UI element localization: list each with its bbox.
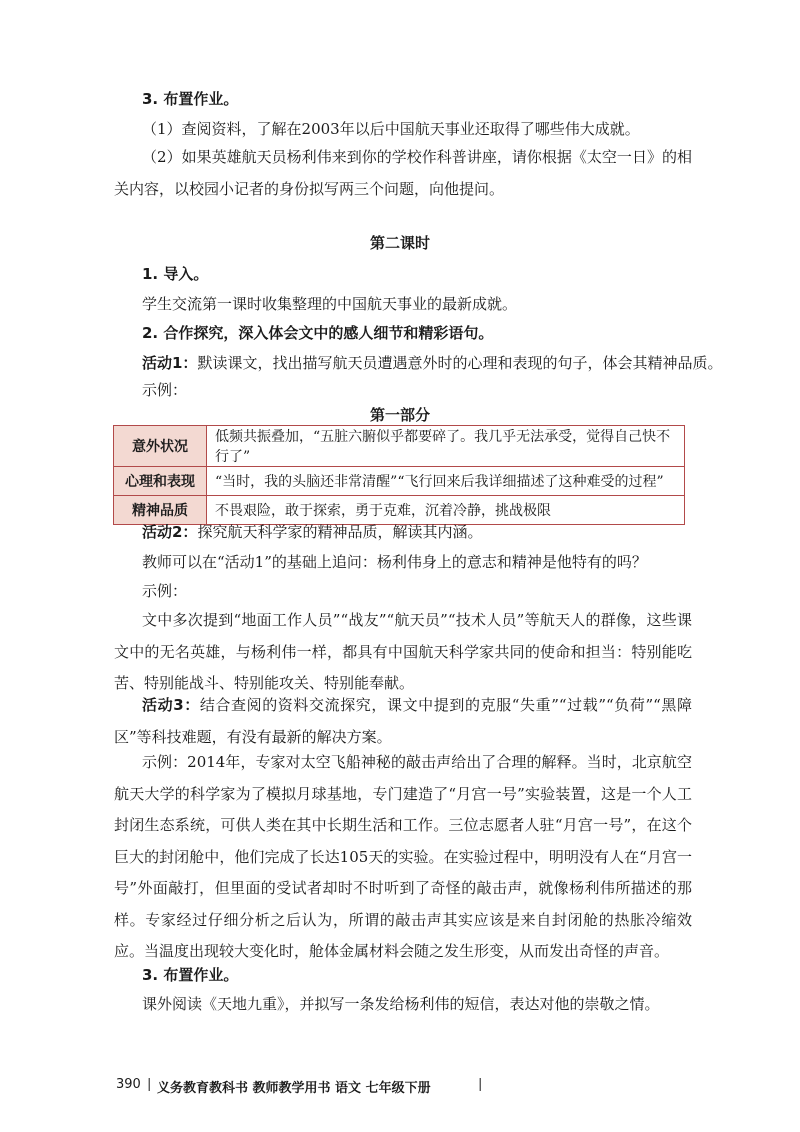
- table-row: [114, 426, 685, 467]
- activity-2-example: 文中多次提到“地面工作人员”“战友”“航天员”“技术人员”等航天人的群像，这些课文中的无名英雄，与杨利伟一样，都具有中国航天科学家共同的使命和担当：特别能吃苦、特别能战斗、特别能攻关、特别能奉献。: [114, 611, 692, 692]
- table-row: [114, 467, 685, 496]
- section-heading-intro: 1. 导入。: [142, 265, 209, 283]
- activity-3-label: 活动3：: [142, 696, 200, 714]
- analysis-table: [113, 425, 685, 525]
- table-title: 第一部分: [369, 406, 430, 424]
- table-row-text: 不畏艰险，敢于探索，勇于克难，沉着冷静，挑战极限: [207, 496, 685, 525]
- table-row: [114, 496, 685, 525]
- homework-item-2: （2）如果英雄航天员杨利伟来到你的学校作科普讲座，请你根据《太空一日》的相关内容，以校园小记者的身份拟写两三个问题，向他提问。: [114, 148, 692, 198]
- example-label-1: 示例：: [142, 381, 188, 399]
- homework-item-1: （1）查阅资料，了解在2003年以后中国航天事业还取得了哪些伟大成就。: [142, 120, 640, 138]
- activity-2-question: 教师可以在“活动1”的基础上追问：杨利伟身上的意志和精神是他特有的吗？: [142, 553, 647, 571]
- intro-paragraph: 学生交流第一课时收集整理的中国航天事业的最新成就。: [142, 295, 518, 313]
- footer-separator: |: [147, 1077, 152, 1092]
- page-number: 390: [116, 1077, 141, 1092]
- activity-3-example: 示例：2014年，专家对太空飞船神秘的敲击声给出了合理的解释。当时，北京航空航天大学的科学家为了模拟月球基地，专门建造了“月宫一号”实验装置，这是一个人工封闭生态系统，可供人类在其中长期生活和工作。三位志愿者人驻“月宫一号”，在这个巨大的封闭舱中，他们完成了长达105天的实验。在实验过程中，明明没有人在“月宫一号”外面敲打，但里面的受试者却时不时听到了奇怪的敲击声，就像杨利伟所描述的那样。专家经过仔细分析之后认为，所谓的敲击声其实应该是来自封闭舱的热胀冷缩效应。当温度出现较大变化时，舱体金属材料会随之发生形变，从而发出奇怪的声音。: [114, 753, 692, 960]
- activity-3-text: 结合查阅的资料交流探究，课文中提到的克服“失重”“过载”“负荷”“黑障区”等科技难题，有没有最新的解决方案。: [114, 696, 692, 746]
- activity-2-label: 活动2：: [142, 523, 198, 541]
- table-row-head: 意外状况: [114, 426, 207, 467]
- table-row-text: “当时，我的头脑还非常清醒”“飞行回来后我详细描述了这种难受的过程”: [207, 467, 685, 496]
- example-label-2: 示例：: [142, 582, 188, 600]
- table-row-text: 低频共振叠加，“五脏六腑似乎都要碎了。我几乎无法承受，觉得自己快不行了”: [207, 426, 685, 467]
- section-heading-explore: 2. 合作探究，深入体会文中的感人细节和精彩语句。: [142, 324, 494, 342]
- table-row-head: 精神品质: [114, 496, 207, 525]
- footer-separator: |: [478, 1077, 483, 1092]
- homework-reading: 课外阅读《天地九重》，并拟写一条发给杨利伟的短信，表达对他的崇敬之情。: [142, 995, 660, 1013]
- activity-1-text: 默读课文，找出描写航天员遭遇意外时的心理和表现的句子，体会其精神品质。: [197, 354, 723, 372]
- lesson-title: 第二课时: [369, 234, 430, 252]
- homework-heading-1: 3. 布置作业。: [142, 90, 239, 108]
- book-title: 义务教育教科书 教师教学用书 语文 七年级下册: [157, 1081, 431, 1096]
- homework-heading-2: 3. 布置作业。: [142, 966, 239, 984]
- activity-3: [114, 690, 692, 753]
- table-row-head: 心理和表现: [114, 467, 207, 496]
- activity-1: [142, 353, 722, 373]
- activity-2-text: 探究航天科学家的精神品质，解读其内涵。: [197, 523, 483, 541]
- activity-2: [142, 522, 482, 542]
- activity-1-label: 活动1：: [142, 354, 198, 372]
